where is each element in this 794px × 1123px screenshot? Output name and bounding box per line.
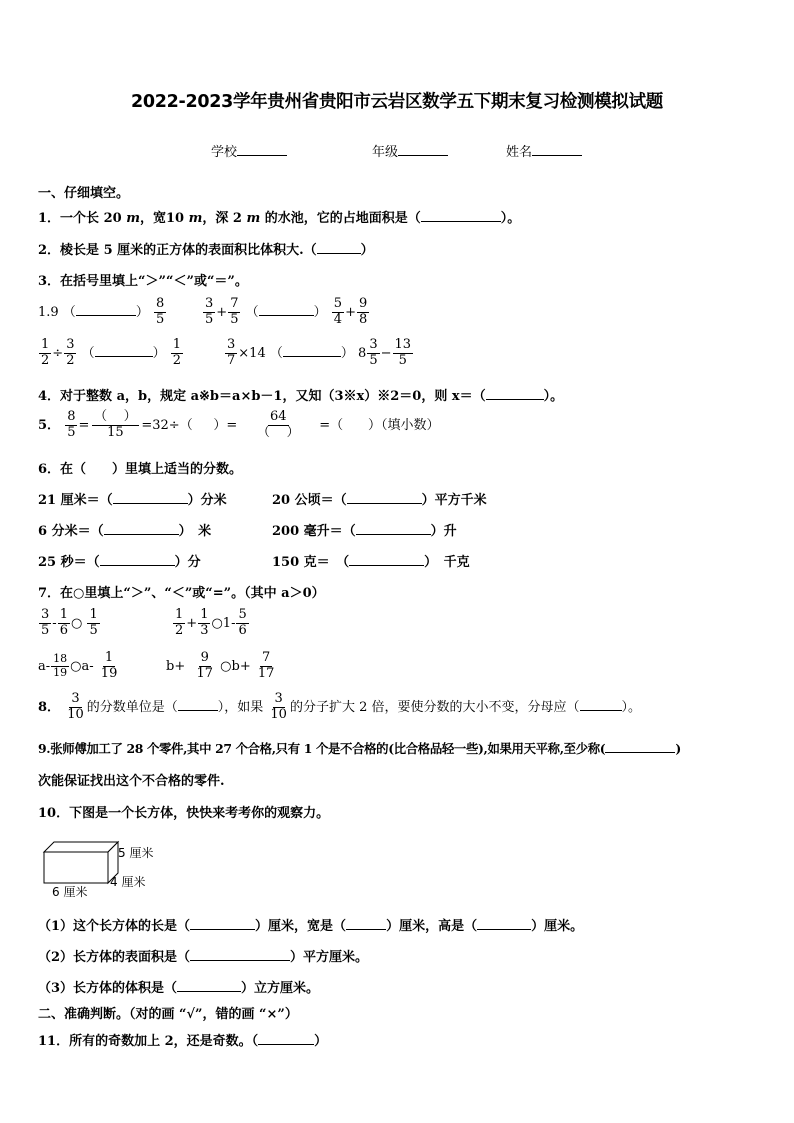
question-7-stem: 7．在○里填上“＞”、“＜”或“=”。（其中 a＞0） — [38, 586, 325, 601]
section-2-heading: 二、准确判断。（对的画 “√”，错的画 “×”） — [38, 1007, 298, 1022]
question-3-stem: 3．在括号里填上“＞”“＜”或“＝”。 — [38, 274, 248, 289]
question-10-stem: 10．下图是一个长方体，快快来考考你的观察力。 — [38, 806, 330, 821]
answer-blank[interactable] — [605, 751, 675, 753]
page-title: 2022-2023学年贵州省贵阳市云岩区数学五下期末复习检测模拟试题 — [131, 92, 663, 112]
q10-sub-2: （2）长方体的表面积是（ ）平方厘米。 — [38, 950, 369, 965]
q6-row-1-right: 20 公顷＝（ ）平方千米 — [272, 493, 487, 508]
height-label: 5 厘米 — [118, 846, 154, 860]
length-label: 6 厘米 — [52, 885, 88, 899]
answer-blank[interactable] — [259, 314, 314, 316]
answer-blank[interactable] — [283, 355, 341, 357]
answer-blank[interactable] — [178, 709, 218, 711]
answer-blank[interactable] — [190, 928, 255, 930]
q10-sub-3: （3）长方体的体积是（ ）立方厘米。 — [38, 981, 320, 996]
q7-item-3: a- $\frac{18}{19}$ ○a- $\frac{1}{19}$ — [38, 650, 118, 681]
answer-blank[interactable] — [356, 533, 431, 535]
question-9-line-2: 次能保证找出这个不合格的零件. — [38, 774, 225, 789]
question-2: 2．棱长是 5 厘米的正方体的表面积比体积大.（ ） — [38, 243, 374, 258]
answer-blank[interactable] — [95, 355, 153, 357]
answer-blank[interactable] — [100, 564, 175, 566]
q7-item-2: $\frac{1}{2}$ + $\frac{1}{3}$ ○1- $\frac{5}{6}$ — [175, 607, 247, 638]
answer-blank[interactable] — [486, 398, 544, 400]
grade-label: 年级 — [372, 145, 399, 160]
answer-blank[interactable] — [113, 502, 188, 504]
question-3-row-2a: $\frac{1}{2}$ ÷ $\frac{3}{2}$ （ ） $\frac{1}{2}$ — [41, 337, 182, 368]
name-field[interactable] — [506, 141, 582, 160]
question-3-row-1a: 1.9 （ ） $\frac{8}{5}$ — [38, 296, 165, 327]
answer-blank[interactable] — [349, 564, 424, 566]
q10-sub-1: （1）这个长方体的长是（ ）厘米，宽是（ ）厘米，高是（ ）厘米。 — [38, 919, 584, 934]
school-label: 学校 — [211, 145, 238, 160]
answer-blank[interactable] — [421, 220, 501, 222]
q7-item-1: $\frac{3}{5}$ - $\frac{1}{6}$ ○ $\frac{1}{5}$ — [41, 607, 98, 638]
question-11: 11．所有的奇数加上 2，还是奇数。（ ） — [38, 1034, 328, 1049]
answer-blank[interactable] — [477, 928, 531, 930]
question-5: 5． $\frac{8}{5}$ = $\frac{( )}{15}$ =32÷（ ）= $\frac{64}{( )}$ =（ ）（填小数） — [38, 409, 440, 440]
q6-row-3-right: 150 克＝ （ ） 千克 — [272, 555, 470, 570]
width-label: 4 厘米 — [110, 875, 146, 889]
grade-field[interactable] — [372, 141, 448, 160]
question-3-row-1b: $\frac{3}{5}$ + $\frac{7}{5}$ （ ） $\frac{5}{4}$ + $\frac{9}{8}$ — [205, 296, 368, 327]
answer-blank[interactable] — [177, 990, 241, 992]
q6-row-2-left: 6 分米＝（ ） 米 — [38, 524, 212, 539]
answer-blank[interactable] — [190, 959, 290, 961]
q6-row-1-left: 21 厘米＝（ ）分米 — [38, 493, 227, 508]
q6-row-3-left: 25 秒＝（ ）分 — [38, 555, 201, 570]
answer-blank[interactable] — [317, 252, 361, 254]
question-9-line-1: 9.张师傅加工了 28 个零件,其中 27 个合格,只有 1 个是不合格的(比合格品轻一些),如果用天平称,至少称( ) — [38, 741, 681, 756]
answer-blank[interactable] — [347, 502, 422, 504]
question-6-stem: 6．在（ ）里填上适当的分数。 — [38, 462, 243, 477]
school-field[interactable] — [211, 141, 287, 160]
section-1-heading: 一、仔细填空。 — [38, 186, 130, 201]
answer-blank[interactable] — [580, 709, 622, 711]
answer-blank[interactable] — [258, 1043, 314, 1045]
question-1: 1．一个长 20 m，宽10 m，深 2 m 的水池，它的占地面积是（ ）。 — [38, 211, 521, 226]
q6-row-2-right: 200 毫升＝（ ）升 — [272, 524, 457, 539]
answer-blank[interactable] — [76, 314, 136, 316]
name-label: 姓名 — [506, 145, 533, 160]
question-8: 8． $\frac{3}{10}$ 的分数单位是（ ），如果 $\frac{3}{10}$ 的分子扩大 2 倍，要使分数的大小不变，分母应（ ）。 — [38, 691, 642, 722]
answer-blank[interactable] — [104, 533, 179, 535]
question-3-row-2b: $\frac{3}{7}$ ×14 （ ） 8 $\frac{3}{5}$ − $\frac{13}{5}$ — [227, 337, 412, 368]
question-4: 4．对于整数 a，b，规定 a※b＝a×b－1，又知（3※x）※2＝0，则 x＝（ ）。 — [38, 389, 564, 404]
q7-item-4: b+ $\frac{9}{17}$ ○b+ $\frac{7}{17}$ — [166, 650, 275, 681]
answer-blank[interactable] — [346, 928, 386, 930]
